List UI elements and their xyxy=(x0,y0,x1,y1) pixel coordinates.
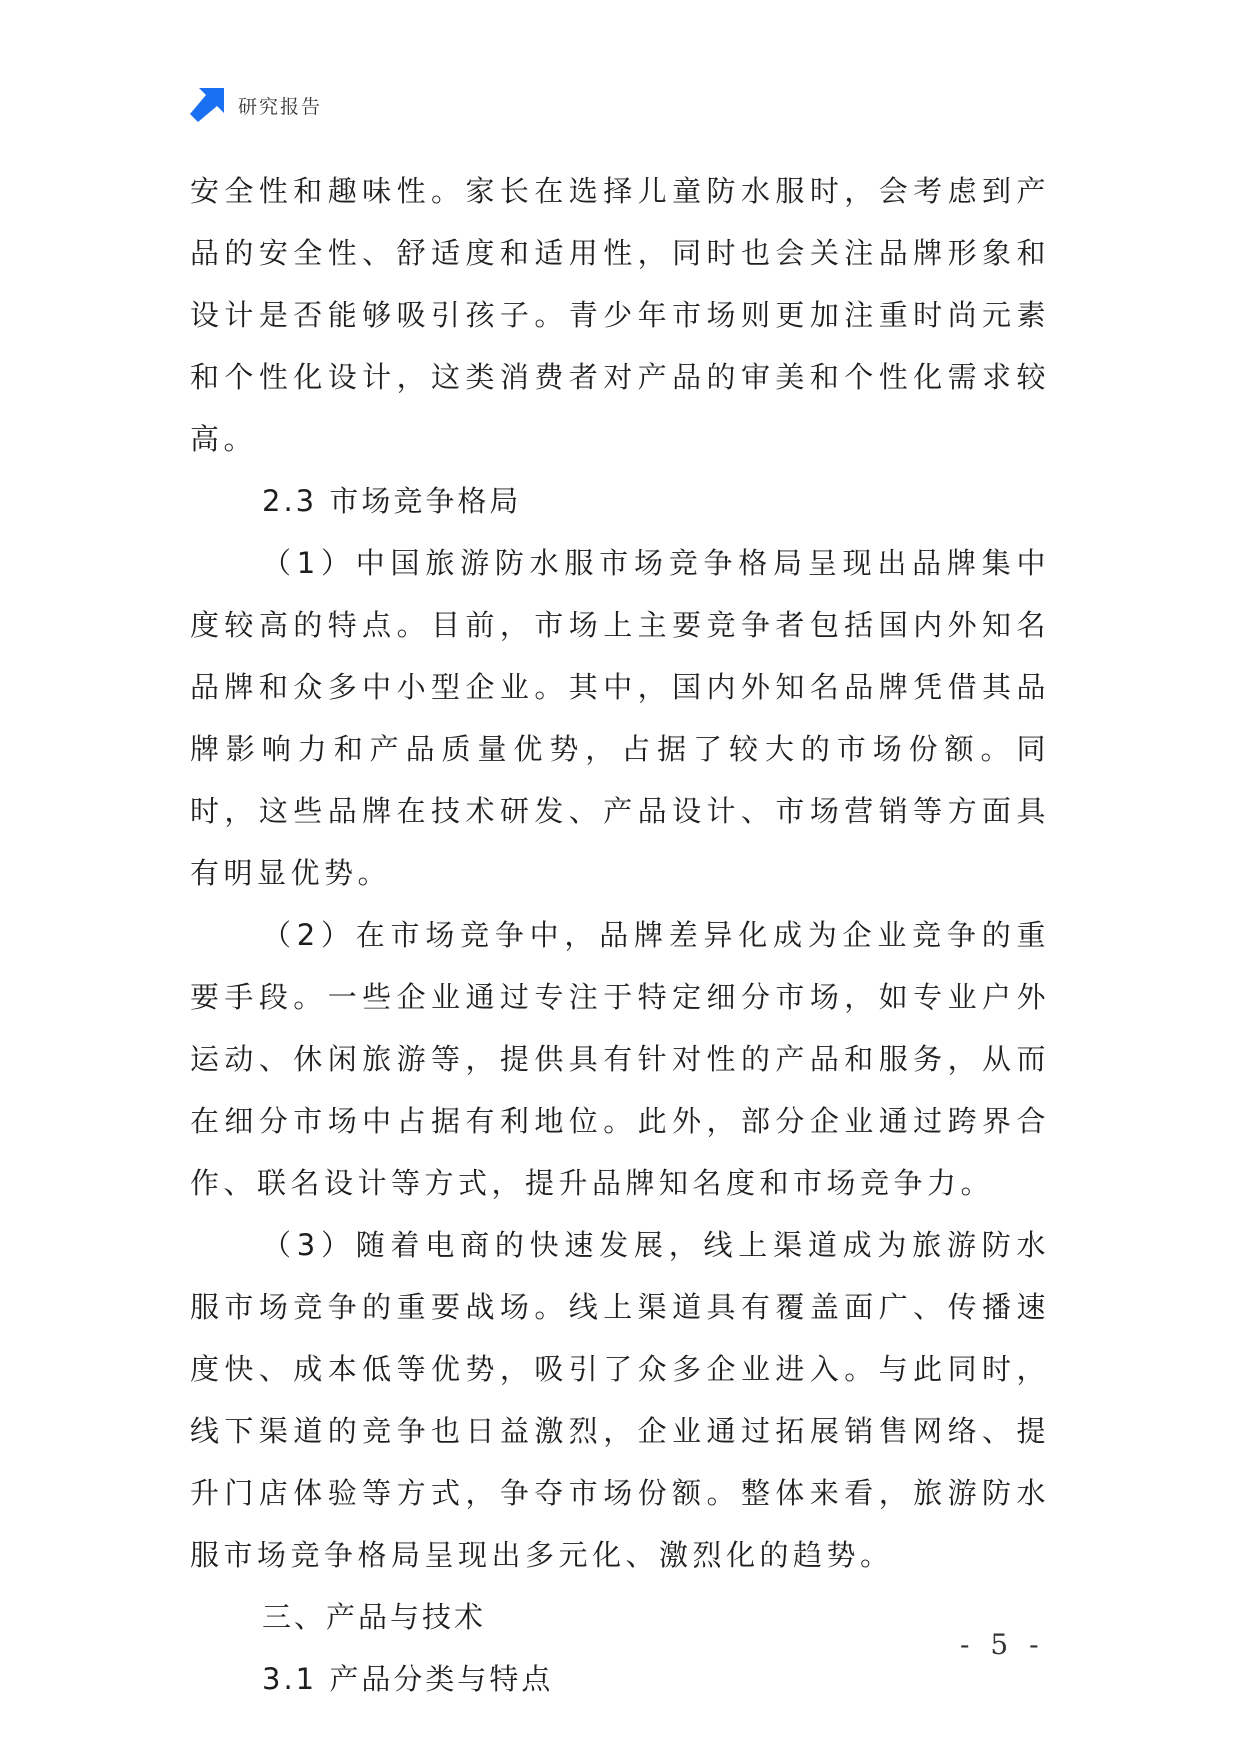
section-heading-2-3: 2.3 市场竞争格局 xyxy=(262,484,522,518)
header-title: 研究报告 xyxy=(238,95,323,118)
paragraph-point-3: （3）随着电商的快速发展，线上渠道成为旅游防水服市场竞争的重要战场。线上渠道具有覆盖面广、传播速度快、成本低等优势，吸引了众多企业进入。与此同时，线下渠道的竞争也日益激烈，企业通过拓展销售网络、提升门店体验等方式，争夺市场份额。整体来看，旅游防水服市场竞争格局呈现出多元化、激烈化的趋势。 xyxy=(190,1228,1050,1572)
page-number: - 5 - xyxy=(960,1628,1045,1661)
document-body xyxy=(190,160,1050,1710)
chapter-heading-3: 三、产品与技术 xyxy=(262,1600,487,1634)
paragraph-point-1: （1）中国旅游防水服市场竞争格局呈现出品牌集中度较高的特点。目前，市场上主要竞争者包括国内外知名品牌和众多中小型企业。其中，国内外知名品牌凭借其品牌影响力和产品质量优势，占据了较大的市场份额。同时，这些品牌在技术研发、产品设计、市场营销等方面具有明显优势。 xyxy=(190,546,1050,890)
page-header xyxy=(190,88,322,122)
section-heading-3-1: 3.1 产品分类与特点 xyxy=(262,1662,554,1696)
paragraph-continued: 安全性和趣味性。家长在选择儿童防水服时，会考虑到产品的安全性、舒适度和适用性，同时也会关注品牌形象和设计是否能够吸引孩子。青少年市场则更加注重时尚元素和个性化设计，这类消费者对产品的审美和个性化需求较高。 xyxy=(190,174,1050,456)
paragraph-point-2: （2）在市场竞争中，品牌差异化成为企业竞争的重要手段。一些企业通过专注于特定细分市场，如专业户外运动、休闲旅游等，提供具有针对性的产品和服务，从而在细分市场中占据有利地位。此外，部分企业通过跨界合作、联名设计等方式，提升品牌知名度和市场竞争力。 xyxy=(190,918,1050,1200)
arrow-up-right-icon xyxy=(190,88,224,122)
